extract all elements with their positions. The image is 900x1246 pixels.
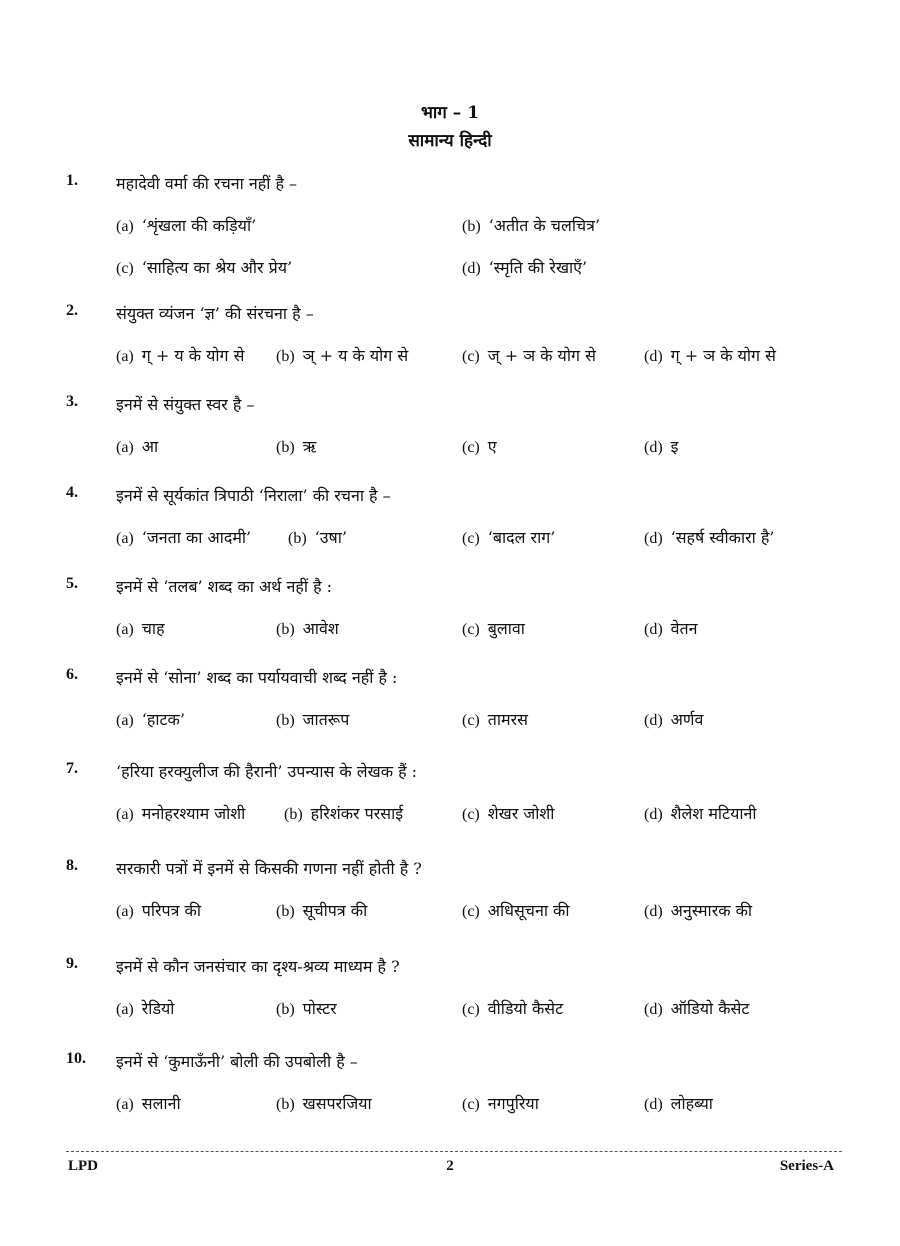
option-b: (b) ‘उषा’ <box>288 528 347 547</box>
question-4 <box>66 484 846 564</box>
option-c: (c) नगपुरिया <box>462 1094 539 1113</box>
question-text: इनमें से कौन जनसंचार का दृश्य-श्रव्य माध्यम है ? <box>116 957 400 976</box>
part-heading: भाग – 1 <box>420 103 480 123</box>
question-10 <box>66 1050 846 1130</box>
option-d: (d) ‘स्मृति की रेखाएँ’ <box>462 258 588 277</box>
option-d: (d) अनुस्मारक की <box>644 901 753 920</box>
option-c: (c) बुलावा <box>462 619 525 638</box>
option-a: (a) रेडियो <box>116 999 175 1018</box>
question-text: इनमें से संयुक्त स्वर है – <box>116 395 255 414</box>
option-b: (b) सूचीपत्र की <box>276 901 368 920</box>
option-c: (c) ए <box>462 437 497 456</box>
option-a: (a) सलानी <box>116 1094 181 1113</box>
option-b: (b) खसपरजिया <box>276 1094 372 1113</box>
option-c: (c) अधिसूचना की <box>462 901 570 920</box>
question-8 <box>66 857 846 937</box>
option-c: (c) ‘बादल राग’ <box>462 528 556 547</box>
page-number: 2 <box>446 1158 454 1174</box>
option-b: (b) हरिशंकर परसाई <box>284 804 404 823</box>
option-d: (d) ग् + ञ के योग से <box>644 346 776 365</box>
option-c: (c) वीडियो कैसेट <box>462 999 564 1018</box>
question-text: इनमें से ‘सोना’ शब्द का पर्यायवाची शब्द नहीं है : <box>116 668 398 687</box>
question-9 <box>66 955 846 1035</box>
option-a: (a) आ <box>116 437 159 456</box>
question-text: ‘हरिया हरक्युलीज की हैरानी’ उपन्यास के लेखक हैं : <box>116 762 418 781</box>
question-text: संयुक्त व्यंजन ‘ज्ञ’ की संरचना है – <box>116 304 314 323</box>
option-a: (a) चाह <box>116 619 165 638</box>
question-text: इनमें से ‘तलब’ शब्द का अर्थ नहीं है : <box>116 577 333 596</box>
option-d: (d) अर्णव <box>644 710 704 729</box>
option-a: (a) ग् + य के योग से <box>116 346 245 365</box>
option-b: (b) आवेश <box>276 619 339 638</box>
question-text: महादेवी वर्मा की रचना नहीं है – <box>116 174 298 193</box>
series-label: Series-A <box>779 1158 834 1174</box>
question-text: इनमें से ‘कुमाऊँनी’ बोली की उपबोली है – <box>116 1052 358 1071</box>
option-b: (b) पोस्टर <box>276 999 337 1018</box>
option-d: (d) ऑडियो कैसेट <box>644 999 750 1018</box>
question-7 <box>66 760 846 840</box>
footer-divider <box>66 1151 842 1152</box>
question-3 <box>66 393 846 473</box>
question-5 <box>66 575 846 655</box>
subject-heading: सामान्य हिन्दी <box>408 131 492 151</box>
question-number: 5. <box>66 575 78 592</box>
question-6 <box>66 666 846 746</box>
option-d: (d) लोहब्या <box>644 1094 713 1113</box>
option-a: (a) मनोहरश्याम जोशी <box>116 804 246 823</box>
option-b: (b) ञ् + य के योग से <box>276 346 409 365</box>
question-number: 4. <box>66 484 78 501</box>
option-d: (d) शैलेश मटियानी <box>644 804 757 823</box>
question-number: 2. <box>66 302 78 319</box>
option-c: (c) ‘साहित्य का श्रेय और प्रेय’ <box>116 258 293 277</box>
option-a: (a) ‘जनता का आदमी’ <box>116 528 252 547</box>
question-1 <box>66 172 846 277</box>
question-text: सरकारी पत्रों में इनमें से किसकी गणना नहीं होती है ? <box>116 859 422 878</box>
question-number: 7. <box>66 760 78 777</box>
question-text: इनमें से सूर्यकांत त्रिपाठी ‘निराला’ की रचना है – <box>116 486 391 505</box>
option-b: (b) ‘अतीत के चलचित्र’ <box>462 216 601 235</box>
option-b: (b) जातरूप <box>276 710 350 729</box>
option-a: (a) ‘शृंखला की कड़ियाँ’ <box>116 216 257 235</box>
option-d: (d) ‘सहर्ष स्वीकारा है’ <box>644 528 775 547</box>
option-d: (d) इ <box>644 437 679 456</box>
question-number: 8. <box>66 857 78 874</box>
option-c: (c) तामरस <box>462 710 528 729</box>
question-number: 6. <box>66 666 78 683</box>
option-a: (a) परिपत्र की <box>116 901 201 920</box>
footer-code: LPD <box>68 1158 98 1174</box>
option-c: (c) शेखर जोशी <box>462 804 555 823</box>
question-number: 3. <box>66 393 78 410</box>
question-number: 9. <box>66 955 78 972</box>
question-number: 1. <box>66 172 78 189</box>
option-d: (d) वेतन <box>644 619 698 638</box>
option-a: (a) ‘हाटक’ <box>116 710 185 729</box>
question-2 <box>66 302 846 382</box>
question-number: 10. <box>66 1050 86 1067</box>
option-c: (c) ज् + ञ के योग से <box>462 346 596 365</box>
option-b: (b) ऋ <box>276 437 317 456</box>
